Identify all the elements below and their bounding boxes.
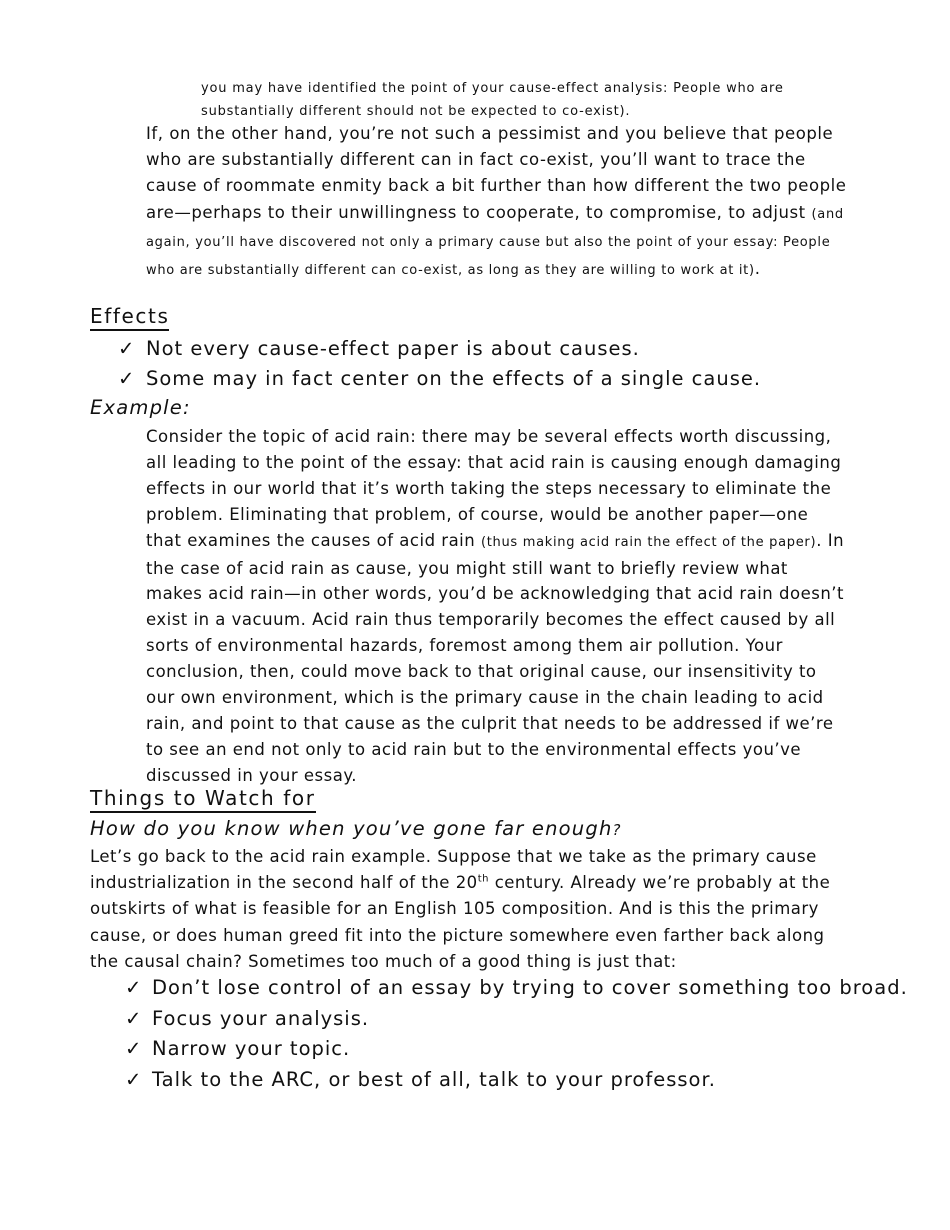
subheading-question-mark: ?: [612, 821, 622, 839]
example-paragraph: [146, 424, 846, 789]
watch-checklist: [125, 975, 908, 1097]
example-label: Example:: [90, 396, 191, 419]
checkmark-icon: ✓: [125, 1037, 143, 1060]
checkmark-icon: ✓: [125, 976, 143, 999]
intro-paragraph-aside: (and again, you’ll have discovered not only a primary cause but also the point of your essay: People who are substantially different can co-exist, as long as they are willing to work at it): [146, 206, 844, 279]
checkmark-icon: ✓: [118, 337, 136, 360]
things-to-watch-heading: Things to Watch for: [90, 786, 316, 813]
intro-paragraph-main: If, on the other hand, you’re not such a pessimist and you believe that people who are substantially different can in fact co-exist, you’ll want to trace the cause of roommate enmity back a bit further than how different the two people are—perhaps to their unwillingness to cooperate, to compromise, to adjust: [146, 124, 847, 222]
list-item: [125, 1006, 908, 1037]
intro-small-paragraph: you may have identified the point of your cause-effect analysis: People who are substantially different should not be expected to co-exist).: [201, 81, 784, 119]
list-item: [118, 336, 761, 366]
list-item: [125, 1067, 908, 1098]
list-item: [125, 975, 908, 1006]
example-paragraph-aside: (thus making acid rain the effect of the paper): [480, 534, 817, 550]
example-paragraph-part2: . In the case of acid rain as cause, you might still want to briefly review what makes acid rain—in other words, you’d be acknowledging that acid rain doesn’t exist in a vacuum. Acid rain thus temporarily becomes the effect caused by all sorts of environmental hazards, foremost among them air pollution. Your conclusion, then, could move back to that original cause, our insensitivity to our own environment, which is the primary cause in the chain leading to acid rain, and point to that cause as the culprit that needs to be addressed if we’re to see an end not only to acid rain but to the environmental effects you’ve discussed in your essay.: [146, 530, 845, 785]
example-paragraph-part1: Consider the topic of acid rain: there may be several effects worth discussing, all leading to the point of the essay: that acid rain is causing enough damaging effects in our world that it’s worth taking the steps necessary to eliminate the problem. Eliminating that problem, of course, would be another paper—one that examines the causes of acid rain: [146, 427, 842, 550]
list-item-text: Don’t lose control of an essay by trying to cover something too broad.: [152, 976, 908, 999]
ordinal-superscript: th: [477, 873, 489, 885]
list-item-text: Not every cause-effect paper is about causes.: [146, 337, 640, 360]
subheading-text: How do you know when you’ve gone far enough: [90, 817, 613, 840]
list-item-text: Some may in fact center on the effects of a single cause.: [146, 367, 762, 390]
intro-paragraph: [146, 121, 856, 284]
list-item: [125, 1036, 908, 1067]
watch-paragraph-part2: century. Already we’re probably at the outskirts of what is feasible for an English 105 composition. And is this the primary cause, or does human greed fit into the picture somewhere even farther back along the causal chain? Sometimes too much of a good thing is just that:: [90, 873, 831, 971]
effects-checklist: [118, 336, 761, 396]
effects-heading: Effects: [90, 304, 169, 331]
list-item-text: Talk to the ARC, or best of all, talk to your professor.: [152, 1067, 716, 1091]
checkmark-icon: ✓: [125, 1067, 143, 1091]
list-item-text: Focus your analysis.: [152, 1006, 370, 1030]
things-to-watch-subheading: [90, 817, 622, 840]
list-item-text: Narrow your topic.: [152, 1037, 351, 1060]
watch-paragraph-part1: Let’s go back to the acid rain example. Suppose that we take as the primary cause industrialization in the second half of the 20: [90, 847, 817, 893]
checkmark-icon: ✓: [125, 1006, 143, 1030]
intro-paragraph-end: .: [754, 259, 761, 279]
checkmark-icon: ✓: [118, 367, 136, 390]
list-item: [118, 366, 761, 396]
things-to-watch-paragraph: [90, 844, 850, 975]
